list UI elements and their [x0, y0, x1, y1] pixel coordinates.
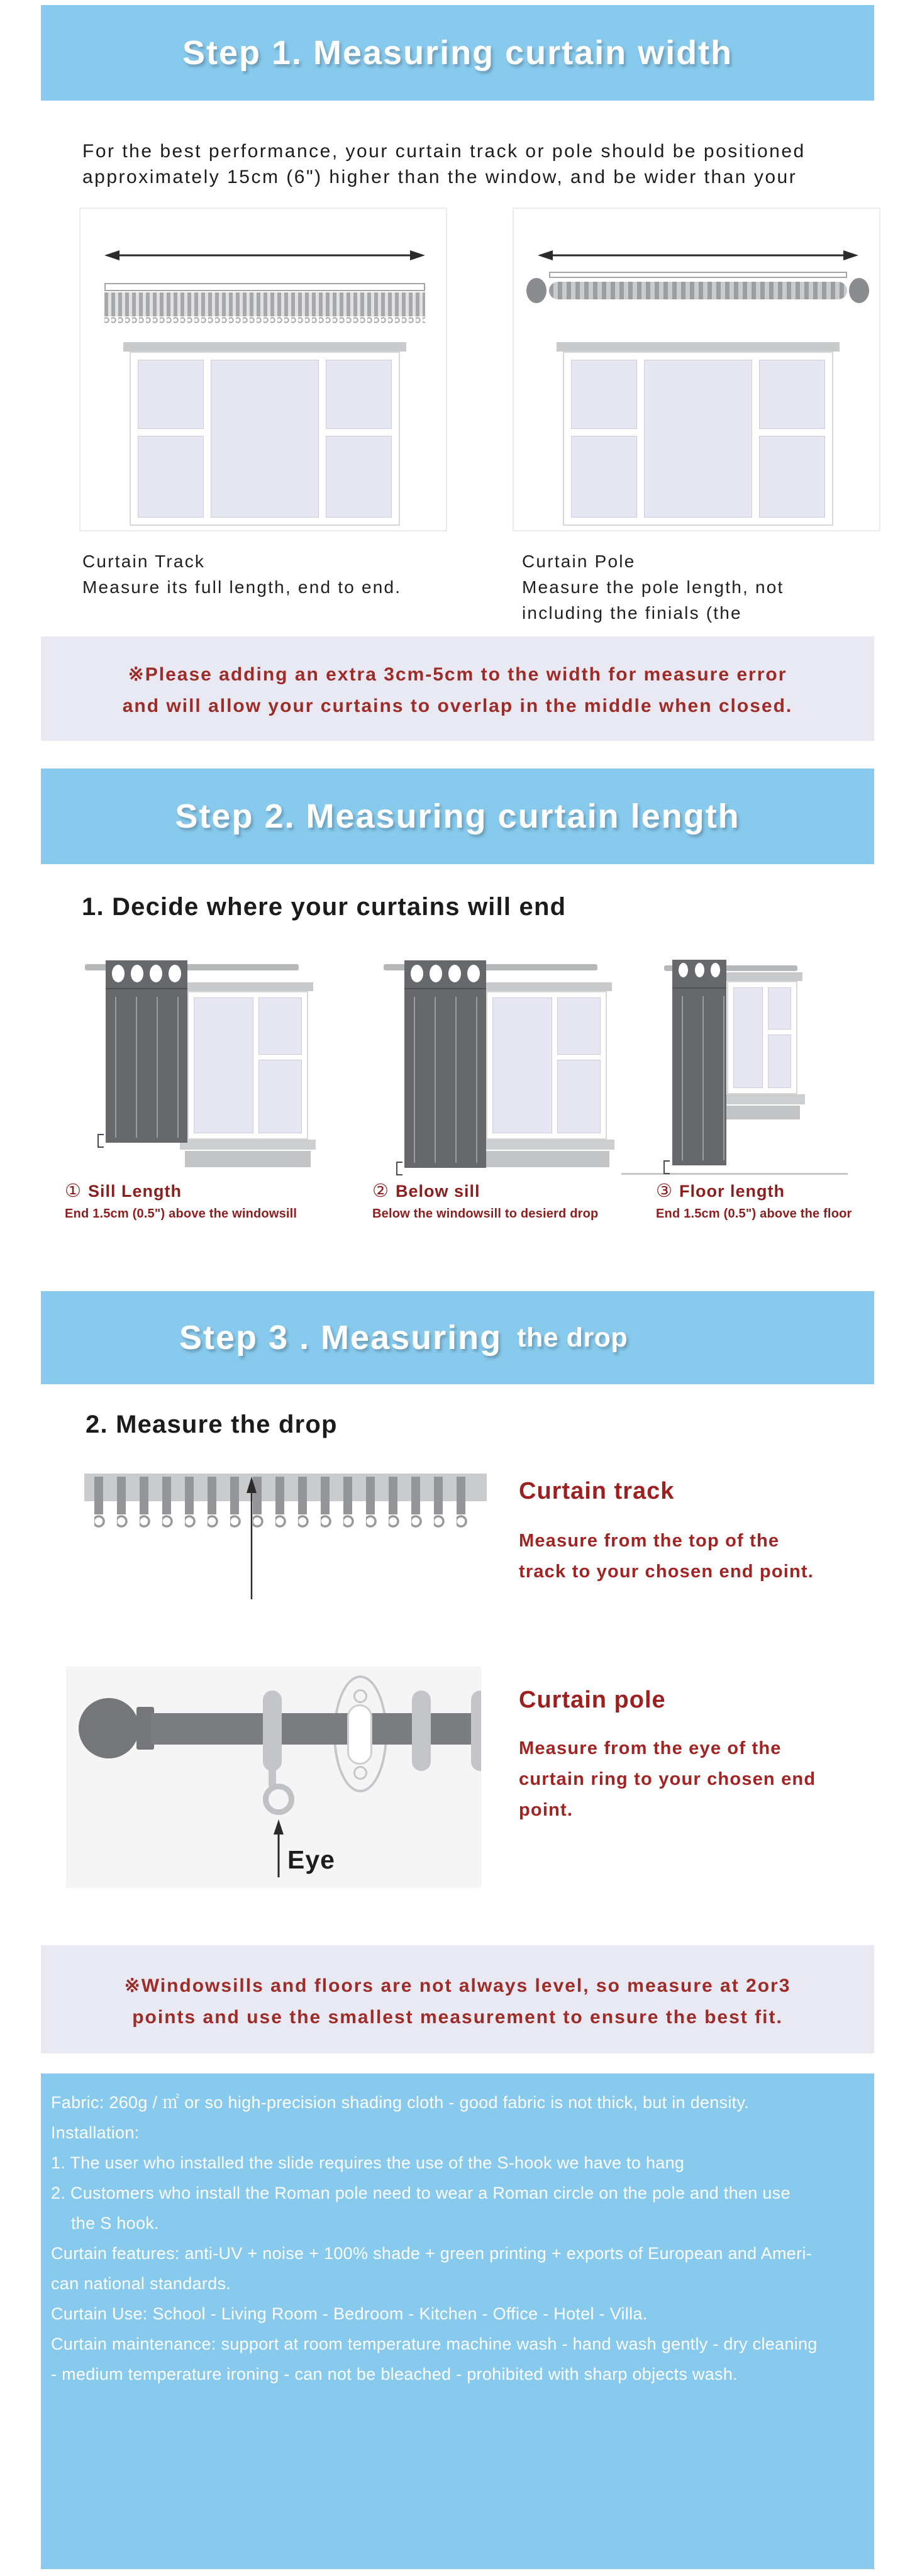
caption-title	[372, 1180, 598, 1202]
curtain-ring-icon	[263, 1690, 282, 1771]
curtain-track-label-desc: Measure its full length, end to end.	[82, 577, 402, 597]
grommet-icon	[411, 965, 423, 982]
curtain-pole-label-desc-1: Measure the pole length, not	[522, 577, 784, 597]
circled-number-3: ③	[656, 1181, 673, 1201]
width-notice-line-2: and will allow your curtains to overlap in the middle when closed.	[122, 696, 793, 716]
width-notice-line-1: ※Please adding an extra 3cm-5cm to the width for measure error	[128, 664, 787, 685]
track-top-rail	[104, 283, 425, 291]
curtain-ring-icon	[412, 1690, 431, 1771]
sill-length-caption	[65, 1180, 297, 1221]
caption-title-text: Below sill	[396, 1182, 480, 1201]
window-pane	[768, 987, 791, 1030]
caption-title	[65, 1180, 297, 1202]
circled-number-1: ①	[65, 1181, 82, 1201]
window-pane	[258, 997, 302, 1055]
window-column	[557, 997, 601, 1133]
grommet-icon	[150, 965, 162, 982]
pole-instruction-line-2: curtain ring to your chosen end	[519, 1769, 816, 1789]
curtain-pole-diagram	[513, 208, 880, 531]
curtain-pole-bar	[151, 1713, 481, 1745]
info-maintenance-cont: - medium temperature ironing - can not be bleached - prohibited with sharp objects wash.	[51, 2365, 738, 2384]
window-lintel	[123, 342, 406, 352]
eye-label: Eye	[287, 1845, 335, 1874]
caption-title-text: Sill Length	[88, 1182, 182, 1201]
step2-banner	[41, 769, 874, 864]
curtain-pleats	[404, 997, 486, 1163]
window-pane	[768, 1035, 791, 1088]
measure-bracket-icon	[396, 1162, 402, 1175]
info-installation-1: 1. The user who installed the slide requires the use of the S-hook we have to hang	[51, 2153, 685, 2172]
curtain-pole-label	[522, 548, 784, 626]
measure-arrow-icon	[245, 1477, 258, 1599]
width-arrow-icon	[104, 248, 425, 263]
curtain-panel	[106, 960, 187, 1143]
track-glider-bars	[94, 1477, 479, 1514]
bracket-screw-icon	[353, 1766, 367, 1780]
window-lintel	[557, 342, 840, 352]
window-pane	[211, 360, 319, 518]
below-sill-caption	[372, 1180, 598, 1221]
window-pane	[138, 436, 204, 518]
info-installation-2-cont: the S hook.	[71, 2214, 159, 2233]
intro-line-1: For the best performance, your curtain track or pole should be positioned	[82, 141, 806, 162]
window-column	[759, 360, 825, 518]
pole-instruction-line-1: Measure from the eye of the	[519, 1738, 782, 1758]
intro-paragraph	[82, 138, 806, 190]
sill-length-illustration	[53, 940, 314, 1179]
pole-measure-line	[549, 272, 847, 278]
bracket-screw-icon	[353, 1689, 367, 1703]
info-fabric: Fabric: 260g / ㎡ or so high-precision shading cloth - good fabric is not thick, but in density.	[51, 2093, 750, 2112]
curtain-header-line	[672, 987, 726, 989]
window-pane	[326, 360, 392, 429]
window-graphic	[727, 972, 797, 1094]
window-lintel	[182, 982, 313, 991]
floor-length-illustration	[629, 940, 880, 1179]
curtain-track-diagram	[79, 208, 447, 531]
curtain-pole-eye-diagram	[66, 1667, 481, 1888]
track-glider-loops	[104, 316, 425, 325]
grommet-icon	[169, 965, 181, 982]
step3-banner	[41, 1291, 874, 1384]
track-glider-loops	[94, 1514, 479, 1528]
caption-desc: Below the windowsill to desierd drop	[372, 1207, 599, 1221]
eye-arrow-icon	[272, 1819, 286, 1877]
curtain-pole-label-desc-2: including the finials (the	[522, 603, 742, 623]
window-pane	[759, 360, 825, 429]
caption-title-text: Floor length	[679, 1182, 785, 1201]
windowsill-ledge	[724, 1106, 800, 1119]
info-use: Curtain Use: School - Living Room - Bedroom - Kitchen - Office - Hotel - Villa.	[51, 2304, 648, 2323]
window-frame	[130, 352, 400, 526]
window-pane	[492, 997, 552, 1133]
pole-instruction-line-3: point.	[519, 1800, 574, 1820]
window-column	[326, 360, 392, 518]
window-column	[258, 997, 302, 1133]
window-pane	[194, 997, 253, 1133]
step2-banner-title: Step 2. Measuring curtain length	[175, 797, 740, 835]
level-notice-line-2: points and use the smallest measurement to ensure the best fit.	[132, 2007, 783, 2028]
info-features-cont: can national standards.	[51, 2274, 231, 2293]
grommet-icon	[467, 965, 480, 982]
grommet-icon	[112, 965, 125, 982]
info-installation-heading: Installation:	[51, 2123, 140, 2142]
step3-banner-title: Step 3 . Measuring	[179, 1319, 502, 1357]
pole-with-rings	[549, 282, 847, 299]
window-pane	[557, 997, 601, 1055]
step1-banner-title: Step 1. Measuring curtain width	[182, 34, 733, 72]
finial-icon	[79, 1698, 139, 1758]
finial-icon	[526, 278, 547, 303]
window-frame	[563, 352, 833, 526]
curtain-pleats	[106, 997, 187, 1138]
circled-number-2: ②	[372, 1181, 389, 1201]
finial-icon	[849, 278, 869, 303]
intro-line-2: approximately 15cm (6") higher than the window, and be wider than your	[82, 167, 797, 187]
window-pane	[571, 436, 637, 518]
window-graphic	[486, 982, 607, 1140]
info-maintenance: Curtain maintenance: support at room temperature machine wash - hand wash gently - dry cleaning	[51, 2334, 818, 2353]
window-graphic	[563, 342, 833, 526]
windowsill-ledge	[484, 1151, 609, 1167]
caption-desc: End 1.5cm (0.5") above the windowsill	[65, 1207, 297, 1221]
window-column	[211, 360, 319, 518]
window-pane	[644, 360, 752, 518]
curtain-header-line	[404, 988, 486, 989]
width-arrow-icon	[538, 248, 858, 263]
curtain-pleats	[672, 996, 726, 1160]
window-pane	[326, 436, 392, 518]
curtain-track-label	[82, 548, 401, 600]
window-pane	[258, 1060, 302, 1133]
curtain-panel	[404, 960, 486, 1168]
window-column	[194, 997, 253, 1133]
level-notice-banner	[41, 1945, 874, 2053]
grommet-icon	[711, 963, 720, 977]
window-frame	[727, 981, 797, 1094]
floor-length-caption	[656, 1180, 852, 1221]
window-lintel	[481, 982, 612, 991]
curtain-pole-label-title: Curtain Pole	[522, 552, 636, 571]
ring-eye-icon	[263, 1784, 294, 1815]
window-frame	[187, 991, 308, 1140]
curtain-header-line	[106, 988, 187, 989]
measure-bracket-icon	[663, 1160, 670, 1174]
info-installation-2: 2. Customers who install the Roman pole need to wear a Roman circle on the pole and then use	[51, 2184, 791, 2202]
window-column	[138, 360, 204, 518]
window-lintel	[722, 972, 802, 981]
window-graphic	[187, 982, 308, 1140]
window-pane	[571, 360, 637, 429]
window-column	[492, 997, 552, 1133]
window-frame	[486, 991, 607, 1140]
track-instruction-line-2: track to your chosen end point.	[519, 1562, 814, 1582]
curtain-track-instructions	[519, 1526, 814, 1587]
track-gliders	[104, 292, 425, 316]
window-column	[644, 360, 752, 518]
window-pane	[733, 987, 763, 1088]
windowsill	[719, 1094, 805, 1104]
product-info-section	[41, 2074, 874, 2569]
grommet-icon	[448, 965, 461, 982]
caption-desc: End 1.5cm (0.5") above the floor	[656, 1207, 852, 1221]
step2-subtitle: 1. Decide where your curtains will end	[82, 893, 567, 921]
level-notice-line-1: ※Windowsills and floors are not always level, so measure at 2or3	[124, 1975, 791, 1996]
window-pane	[557, 1060, 601, 1133]
window-graphic	[130, 342, 400, 526]
bracket-cradle	[347, 1704, 372, 1765]
window-column	[733, 987, 763, 1088]
info-features: Curtain features: anti-UV + noise + 100% shade + green printing + exports of European and Ameri-	[51, 2244, 813, 2263]
window-column	[768, 987, 791, 1088]
width-notice-banner	[41, 636, 874, 741]
measure-bracket-icon	[97, 1134, 104, 1148]
grommet-icon	[131, 965, 143, 982]
below-sill-illustration	[352, 940, 613, 1179]
step3-banner-subtitle: the drop	[517, 1322, 628, 1353]
grommet-icon	[430, 965, 442, 982]
curtain-panel	[672, 960, 726, 1165]
curtain-track-heading: Curtain track	[519, 1478, 675, 1504]
caption-title	[656, 1180, 852, 1202]
windowsill-ledge	[185, 1151, 311, 1167]
windowsill	[479, 1140, 614, 1150]
window-pane	[759, 436, 825, 518]
step3-subtitle: 2. Measure the drop	[86, 1411, 338, 1438]
window-pane	[138, 360, 204, 429]
floor-line	[621, 1173, 848, 1175]
step1-banner	[41, 5, 874, 101]
track-instruction-line-1: Measure from the top of the	[519, 1531, 780, 1551]
grommet-icon	[679, 963, 688, 977]
curtain-ring-icon	[471, 1690, 481, 1771]
curtain-pole-heading: Curtain pole	[519, 1687, 666, 1713]
windowsill	[180, 1140, 316, 1150]
curtain-pole-instructions	[519, 1733, 816, 1826]
grommet-icon	[695, 963, 704, 977]
window-column	[571, 360, 637, 518]
curtain-track-label-title: Curtain Track	[82, 552, 206, 571]
